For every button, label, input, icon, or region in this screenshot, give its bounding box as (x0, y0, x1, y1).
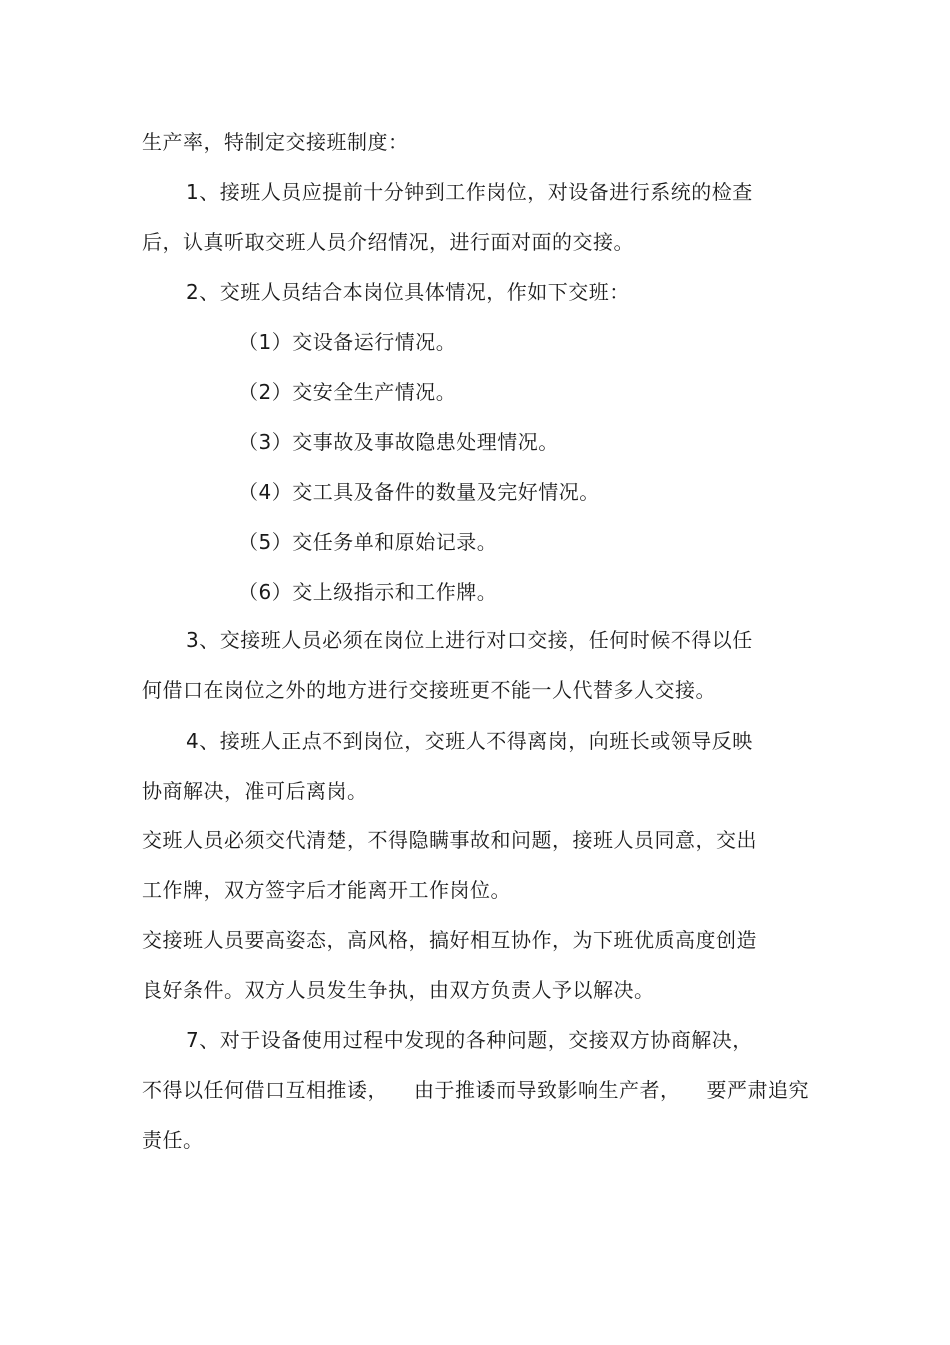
text-line: 后，认真听取交班人员介绍情况，进行面对面的交接。 (142, 230, 634, 254)
text-line: 交接班人员要高姿态，高风格，搞好相互协作，为下班优质高度创造 (142, 928, 757, 952)
text-line: （2）交安全生产情况。 (238, 380, 457, 404)
text-line: 协商解决，准可后离岗。 (142, 779, 368, 803)
text-line: （1）交设备运行情况。 (238, 330, 457, 354)
text-line: （6）交上级指示和工作牌。 (238, 580, 498, 604)
text-line (142, 1077, 809, 1103)
text-line: 1、接班人员应提前十分钟到工作岗位，对设备进行系统的检查 (186, 180, 753, 204)
text-line: 良好条件。双方人员发生争执，由双方负责人予以解决。 (142, 978, 655, 1002)
text-segment: 不得以任何借口互相推诿， (142, 1078, 388, 1102)
text-segment: 要严肃追究 (706, 1078, 809, 1102)
text-line: 2、交班人员结合本岗位具体情况，作如下交班： (186, 280, 630, 304)
text-line: 工作牌，双方签字后才能离开工作岗位。 (142, 878, 511, 902)
text-line: （4）交工具及备件的数量及完好情况。 (238, 480, 600, 504)
text-line: 3、交接班人员必须在岗位上进行对口交接，任何时候不得以任 (186, 628, 753, 652)
text-line: 生产率，特制定交接班制度： (142, 130, 409, 154)
text-line: （5）交任务单和原始记录。 (238, 530, 498, 554)
text-line: 责任。 (142, 1128, 204, 1152)
text-line: 7、对于设备使用过程中发现的各种问题，交接双方协商解决， (186, 1028, 753, 1052)
text-line: 交班人员必须交代清楚，不得隐瞒事故和问题，接班人员同意，交出 (142, 828, 757, 852)
text-line: 4、接班人正点不到岗位，交班人不得离岗，向班长或领导反映 (186, 729, 753, 753)
text-line: （3）交事故及事故隐患处理情况。 (238, 430, 559, 454)
text-line: 何借口在岗位之外的地方进行交接班更不能一人代替多人交接。 (142, 678, 716, 702)
text-segment: 由于推诿而导致影响生产者， (414, 1078, 681, 1102)
